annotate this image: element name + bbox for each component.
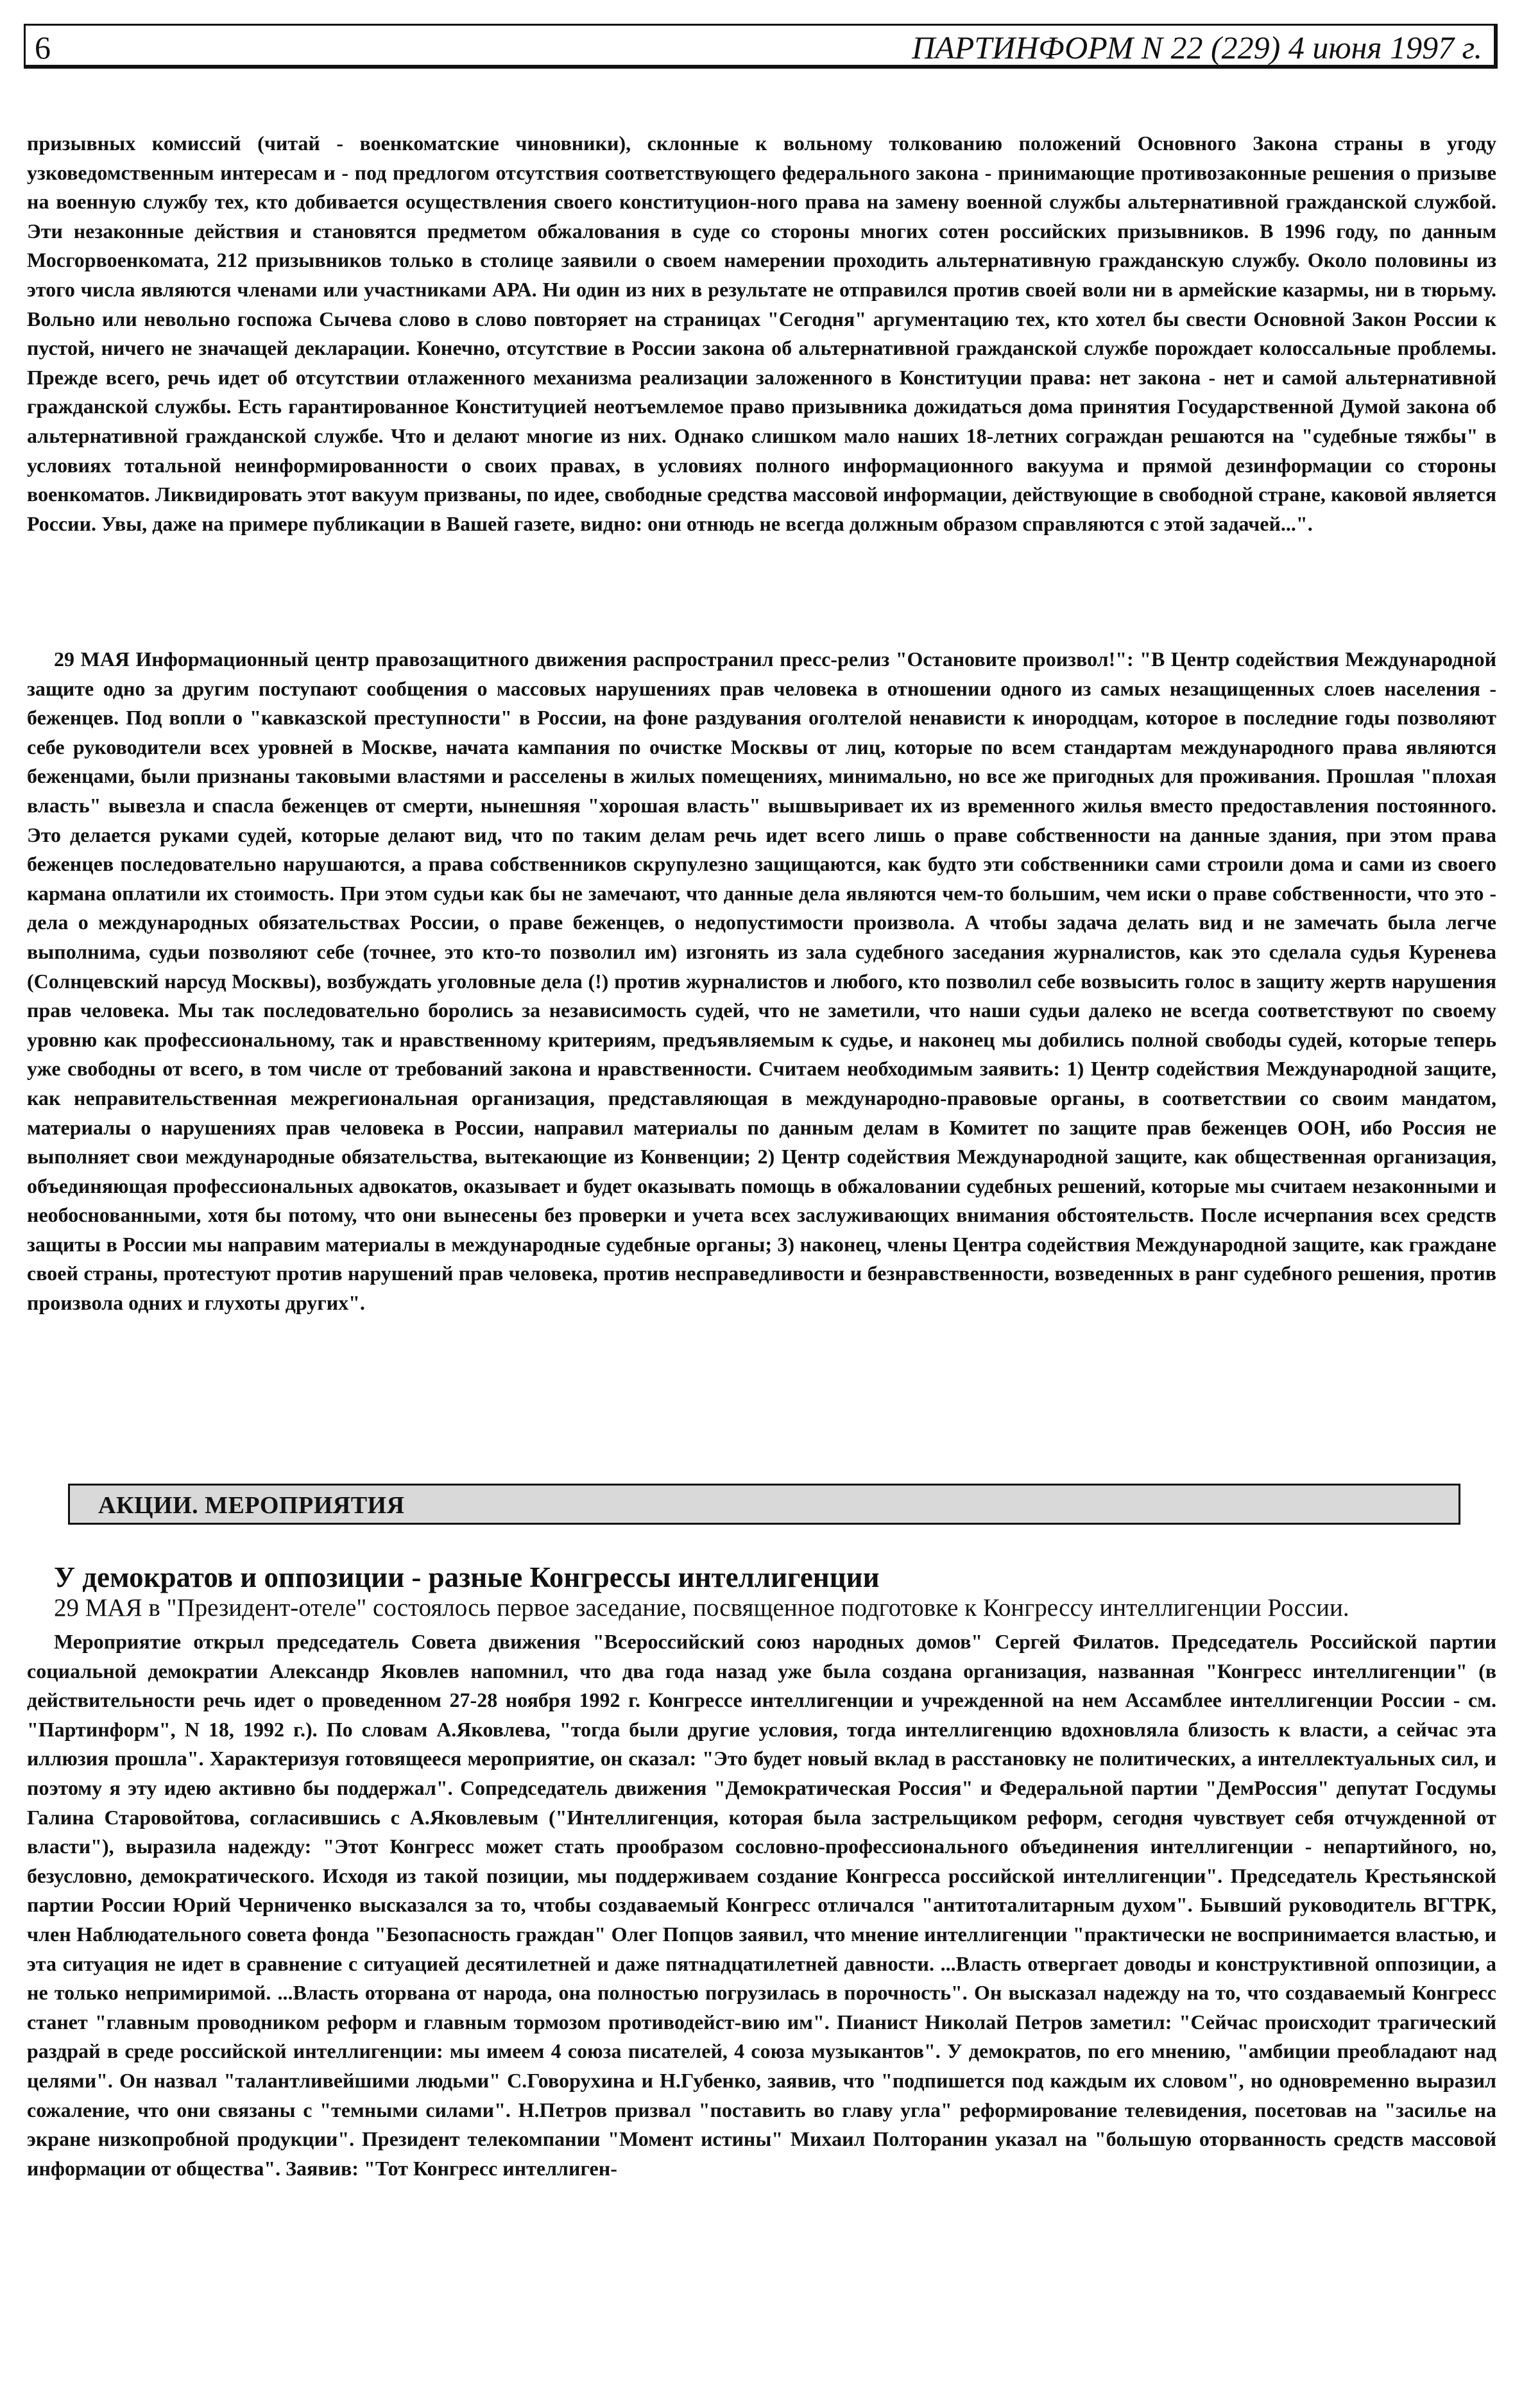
section-banner: [68, 1484, 1460, 1525]
body-paragraph-2: 29 МАЯ Информационный центр правозащитного движения распространил пресс-релиз "Остановите произвол!": "В Центр содействия Международной защите одно за другим поступают сообщения о массовых нарушениях прав человека в отношении одного из самых незащищенных слоев населения - беженцев. Под вопли о "кавказской преступности" в России, на фоне раздувания оголтелой ненависти к инородцам, которое в последние годы позволяют себе руководители всех уровней в Москве, начата кампания по очистке Москвы от лиц, которые по всем стандартам международного права являются беженцами, были признаны таковыми властями и расселены в жилых помещениях, минимально, но все же пригодных для проживания. Прошлая "плохая власть" вывезла и спасла беженцев от смерти, нынешняя "хорошая власть" вышвыривает их из временного жилья вместо предоставления постоянного. Это делается руками судей, которые делают вид, что по таким делам речь идет всего лишь о праве собственности на данные здания, при этом права беженцев последовательно нарушаются, а права собственников скрупулезно защищаются, как будто эти собственники сами строили дома и сами из своего кармана оплатили их стоимость. При этом судьи как бы не замечают, что данные дела являются чем-то большим, чем иски о праве собственности, что это - дела о международных обязательствах России, о праве беженцев, о недопустимости произвола. А чтобы задача делать вид и не замечать была легче выполнима, судьи позволяют себе (точнее, это кто-то позволил им) изгонять из зала судебного заседания журналистов, как это сделала судья Куренева (Солнцевский нарсуд Москвы), возбуждать уголовные дела (!) против журналистов и любого, кто позволил себе возвысить голос в защиту жертв нарушения прав человека. Мы так последовательно боролись за независимость судей, что не заметили, что наши судьи далеко не всегда соответствуют по своему уровню как профессиональному, так и нравственному критериям, предъявляемым к судье, и наконец мы добились полной свободы судей, которые теперь уже свободны от всего, в том числе от требований закона и нравственности. Считаем необходимым заявить: 1) Центр содействия Международной защите, как неправительственная межрегиональная организация, представляющая в международно-правовые органы, в соответствии со своим мандатом, материалы о нарушениях прав человека в России, направил материалы по данным делам в Комитет по защите прав беженцев ООН, ибо Россия не выполняет свои международные обязательства, вытекающие из Конвенции; 2) Центр содействия Международной защите, как общественная организация, объединяющая профессиональных адвокатов, оказывает и будет оказывать помощь в обжаловании судебных решений, которые мы считаем незаконными и необоснованными, хотя бы потому, что они вынесены без проверки и учета всех заслуживающих внимания обстоятельств. После исчерпания всех средств защиты в России мы направим материалы в международные судебные органы; 3) наконец, члены Центра содействия Международной защите, как граждане своей страны, протестуют против нарушений прав человека, против несправедливости и безнравственности, возведенных в ранг судебного решения, против произвола одних и глухоты других".: [27, 647, 1496, 1315]
page-number: 6: [35, 30, 51, 65]
article-heading: У демократов и оппозиции - разные Конгрессы интеллигенции: [54, 1561, 880, 1593]
article-body: Мероприятие открыл председатель Совета движения "Всероссийский союз народных домов" Сергей Филатов. Председатель Российской партии социальной демократии Александр Яковлев напомнил, что два года назад уже была создана организация, названная "Конгресс интеллигенции" (в действительности речь идет о проведенном 27-28 ноября 1992 г. Конгрессе интеллигенции и учрежденной на нем Ассамблее интеллигенции России - см. "Партинформ", N 18, 1992 г.). По словам А.Яковлева, "тогда были другие условия, тогда интеллигенцию вдохновляла близость к власти, а сейчас эта иллюзия прошла". Характеризуя готовящееся мероприятие, он сказал: "Это будет новый вклад в расстановку не политических, а интеллектуальных сил, и поэтому я эту идею активно бы поддержал". Сопредседатель движения "Демократическая Россия" и Федеральной партии "ДемРоссия" депутат Госдумы Галина Старовойтова, согласившись с А.Яковлевым ("Интеллигенция, которая была застрельщиком реформ, сегодня чувствует себя отчужденной от власти"), выразила надежду: "Этот Конгресс может стать прообразом сословно-профессионального объединения интеллигенции - непартийного, но, безусловно, демократического. Исходя из такой позиции, мы поддерживаем создание Конгресса российской интеллигенции". Председатель Крестьянской партии России Юрий Черниченко высказался за то, чтобы создаваемый Конгресс отличался "антитоталитарным духом". Бывший руководитель ВГТРК, член Наблюдательного совета фонда "Безопасность граждан" Олег Попцов заявил, что мнение интеллигенции "практически не воспринимается властью, и эта ситуация не идет в сравнение с ситуацией десятилетней и даже пятнадцатилетней давности. ...Власть отвергает доводы и конструктивной оппозиции, а не только непримиримой. ...Власть оторвана от народа, она полностью погрузилась в порочность". Он высказал надежду на то, что создаваемый Конгресс станет "главным проводником реформ и главным тормозом противодейст-вию им". Пианист Николай Петров заметил: "Сейчас происходит трагический раздрай в среде российской интеллигенции: мы имеем 4 союза писателей, 4 союза музыкантов". У демократов, по его мнению, "амбиции преобладают над целями". Он назвал "талантливейшими людьми" С.Говорухина и Н.Губенко, заявив, что "подпишется под каждым их словом", но одновременно выразил сожаление, что они связаны с "темными силами". Н.Петров призвал "поставить во главу угла" реформирование телевидения, посетовав на "засилье на экране низкопробной продукции". Президент телекомпании "Момент истины" Михаил Полторанин указал на "большую оторванность средств массовой информации от общества". Заявив: "Тот Конгресс интеллиген-: [27, 1630, 1496, 2180]
issue-line: ПАРТИНФОРМ N 22 (229) 4 июня 1997 г.: [912, 30, 1482, 65]
body-paragraph-1: призывных комиссий (читай - военкоматские чиновники), склонные к вольному толкованию положений Основного Закона страны в угоду узковедомственным интересам и - под предлогом отсутствия соответствующего федерального закона - принимающие противозаконные решения о призыве на военную службу тех, кто добивается осуществления своего конституцион-ного права на замену военной службы альтернативной гражданской службой. Эти незаконные действия и становятся предметом обжалования в суде со стороны многих сотен российских призывников. В 1996 году, по данным Мосгорвоенкомата, 212 призывников только в столице заявили о своем намерении проходить альтернативную гражданскую службу. Около половины из этого числа являются членами или участниками АРА. Ни один из них в результате не отправился против своей воли ни в армейские казармы, ни в тюрьму. Вольно или невольно госпожа Сычева слово в слово повторяет на страницах "Сегодня" аргументацию тех, кто хотел бы свести Основной Закон России к пустой, ничего не значащей декларации. Конечно, отсутствие в России закона об альтернативной гражданской службе порождает колоссальные проблемы. Прежде всего, речь идет об отсутствии отлаженного механизма реализации заложенного в Конституции права: нет закона - нет и самой альтернативной гражданской службы. Есть гарантированное Конституцией неотъемлемое право призывника дожидаться дома принятия Государственной Думой закона об альтернативной гражданской службе. Что и делают многие из них. Однако слишком мало наших 18-летних сограждан решаются на "судебные тяжбы" в условиях тотальной неинформированности о своих правах, в условиях полного информационного вакуума и прямой дезинформации со стороны военкоматов. Ликвидировать этот вакуум призваны, по идее, свободные средства массовой информации, действующие в свободной стране, каковой является России. Увы, даже на примере публикации в Вашей газете, видно: они отнюдь не всегда должным образом справляются с этой задачей...".: [27, 132, 1496, 535]
article-lead: 29 МАЯ в "Президент-отеле" состоялось первое заседание, посвященное подготовке к Конгрессу интеллигенции России.: [54, 1594, 1349, 1622]
page-header: [24, 24, 1498, 69]
section-title: АКЦИИ. МЕРОПРИЯТИЯ: [98, 1492, 405, 1519]
